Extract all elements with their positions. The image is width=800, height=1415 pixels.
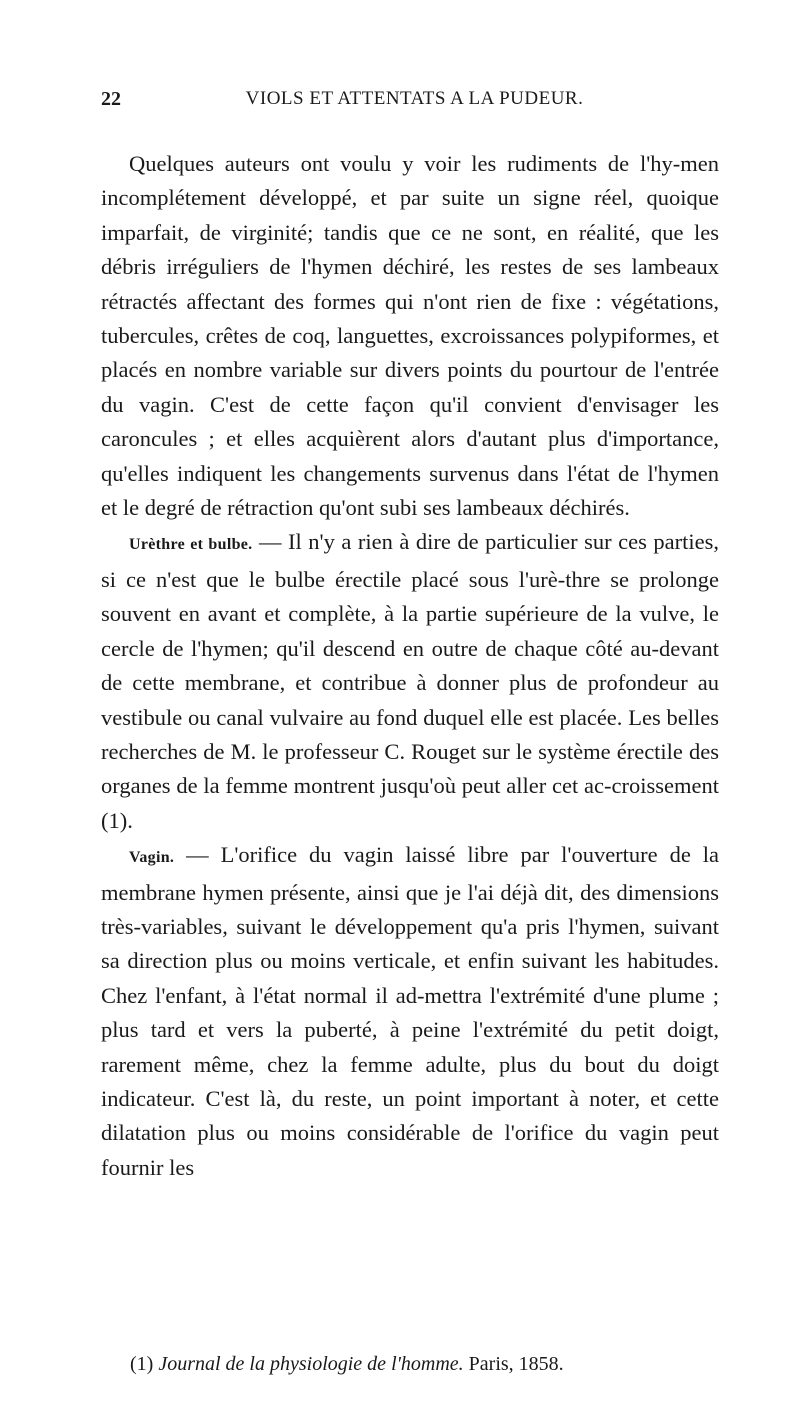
paragraph-uretre — [101, 525, 719, 838]
page-body — [101, 147, 719, 1185]
footnote-marker: (1) — [130, 1353, 154, 1375]
section-text: — Il n'y a rien à dire de particulier sur ces parties, si ce n'est que le bulbe érectile placé sous l'urè-thre se prolonge souvent en avant et complète, à la partie supérieure de la vulve, le cercle de l'hymen; qu'il descend en outre de chaque côté au-devant de cette membrane, et contribue à donner plus de profondeur au vestibule ou canal vulvaire au fond duquel elle est placée. Les belles recherches de M. le professeur C. Rouget sur le système érectile des organes de la femme montrent jusqu'où peut aller cet ac-croissement (1). — [101, 529, 719, 833]
running-title: VIOLS ET ATTENTATS A LA PUDEUR. — [245, 88, 584, 109]
page-number: 22 — [101, 88, 121, 110]
paragraph: Quelques auteurs ont voulu y voir les rudiments de l'hy-men incomplétement développé, et par suite un signe réel, quoique imparfait, de virginité; tandis que ce ne sont, en réalité, que les débris irréguliers de l'hymen déchiré, les restes de ses lambeaux rétractés affectant des formes qui n'ont rien de fixe : végétations, tubercules, crêtes de coq, languettes, excroissances polypiformes, et placés en nombre variable sur divers points du pourtour de l'entrée du vagin. C'est de cette façon qu'il convient d'envisager les caroncules ; et elles acquièrent alors d'autant plus d'importance, qu'elles indiquent les changements survenus dans l'état de l'hymen et le degré de rétraction qu'ont subi ses lambeaux déchirés. — [101, 151, 719, 521]
paragraph-vagin — [101, 838, 719, 1185]
footnote — [130, 1353, 564, 1376]
section-heading: Urèthre et bulbe. — [129, 536, 253, 554]
section-text: — L'orifice du vagin laissé libre par l'ouverture de la membrane hymen présente, ainsi que je l'ai déjà dit, des dimensions très-variables, suivant le développement qu'a pris l'hymen, suivant sa direction plus ou moins verticale, et enfin suivant les habitudes. Chez l'enfant, à l'état normal il ad-mettra l'extrémité d'une plume ; plus tard et vers la puberté, à peine l'extrémité du petit doigt, rarement même, chez la femme adulte, plus du bout du doigt indicateur. C'est là, du reste, un point important à noter, et cette dilatation plus ou moins considérable de l'orifice du vagin peut fournir les — [101, 842, 719, 1180]
section-heading: Vagin. — [129, 849, 175, 867]
footnote-title: Journal de la physiologie de l'homme. — [158, 1353, 464, 1375]
page-header — [101, 88, 688, 116]
footnote-detail: Paris, 1858. — [468, 1353, 564, 1375]
